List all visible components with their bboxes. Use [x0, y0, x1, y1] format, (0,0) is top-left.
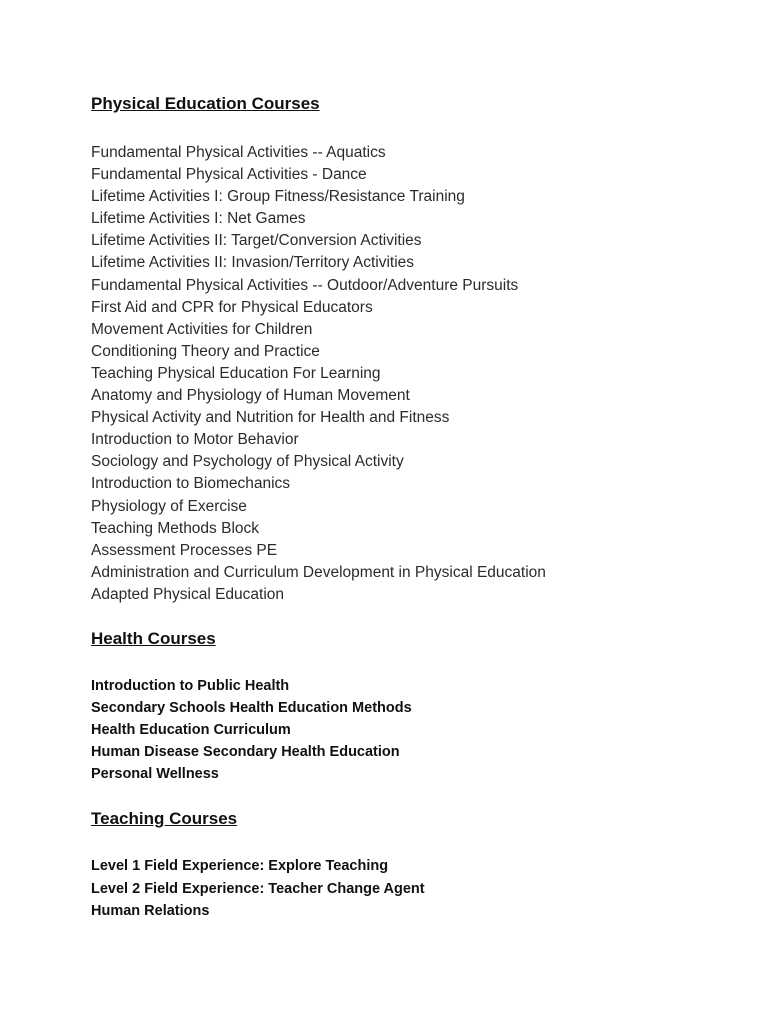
course-item: Assessment Processes PE: [91, 541, 278, 559]
course-item: Introduction to Biomechanics: [91, 475, 291, 493]
course-item: Anatomy and Physiology of Human Movement: [91, 387, 410, 405]
course-item: Fundamental Physical Activities -- Aquatics: [91, 144, 386, 161]
course-item: Adapted Physical Education: [91, 585, 285, 603]
course-item: Physiology of Exercise: [91, 497, 247, 515]
course-item: Lifetime Activities I: Net Games: [91, 210, 306, 228]
course-item: Lifetime Activities I: Group Fitness/Resistance Training: [91, 188, 465, 206]
course-item: Secondary Schools Health Education Methods: [91, 700, 412, 717]
physical-education-course-list: [91, 142, 731, 606]
course-item: Human Disease Secondary Health Education: [91, 744, 400, 761]
course-item: Health Education Curriculum: [91, 722, 291, 739]
course-item: Sociology and Psychology of Physical Activity: [91, 453, 404, 471]
health-course-list: [91, 675, 731, 785]
section-heading-physical-education: Physical Education Courses: [91, 94, 320, 113]
section-heading-teaching: Teaching Courses: [91, 809, 238, 829]
course-item: Level 2 Field Experience: Teacher Change Agent: [91, 880, 425, 897]
teaching-course-list: [91, 855, 731, 921]
course-item: Administration and Curriculum Development in Physical Education: [91, 563, 546, 581]
course-item: Level 1 Field Experience: Explore Teaching: [91, 858, 389, 875]
document-page: [91, 93, 731, 922]
course-item: Fundamental Physical Activities - Dance: [91, 166, 367, 184]
course-item: Introduction to Public Health: [91, 677, 290, 694]
course-item: Introduction to Motor Behavior: [91, 431, 299, 449]
course-item: Movement Activities for Children: [91, 320, 313, 338]
course-item: Human Relations: [91, 902, 210, 919]
course-item: Conditioning Theory and Practice: [91, 342, 320, 360]
section-heading-health: Health Courses: [91, 628, 216, 648]
course-item: Teaching Physical Education For Learning: [91, 364, 381, 382]
course-item: First Aid and CPR for Physical Educators: [91, 298, 373, 316]
course-item: Lifetime Activities II: Target/Conversion Activities: [91, 232, 422, 250]
course-item: Teaching Methods Block: [91, 519, 260, 537]
course-item: Fundamental Physical Activities -- Outdoor/Adventure Pursuits: [91, 276, 519, 294]
course-item: Personal Wellness: [91, 766, 219, 783]
course-item: Physical Activity and Nutrition for Health and Fitness: [91, 409, 450, 427]
course-item: Lifetime Activities II: Invasion/Territory Activities: [91, 254, 415, 272]
